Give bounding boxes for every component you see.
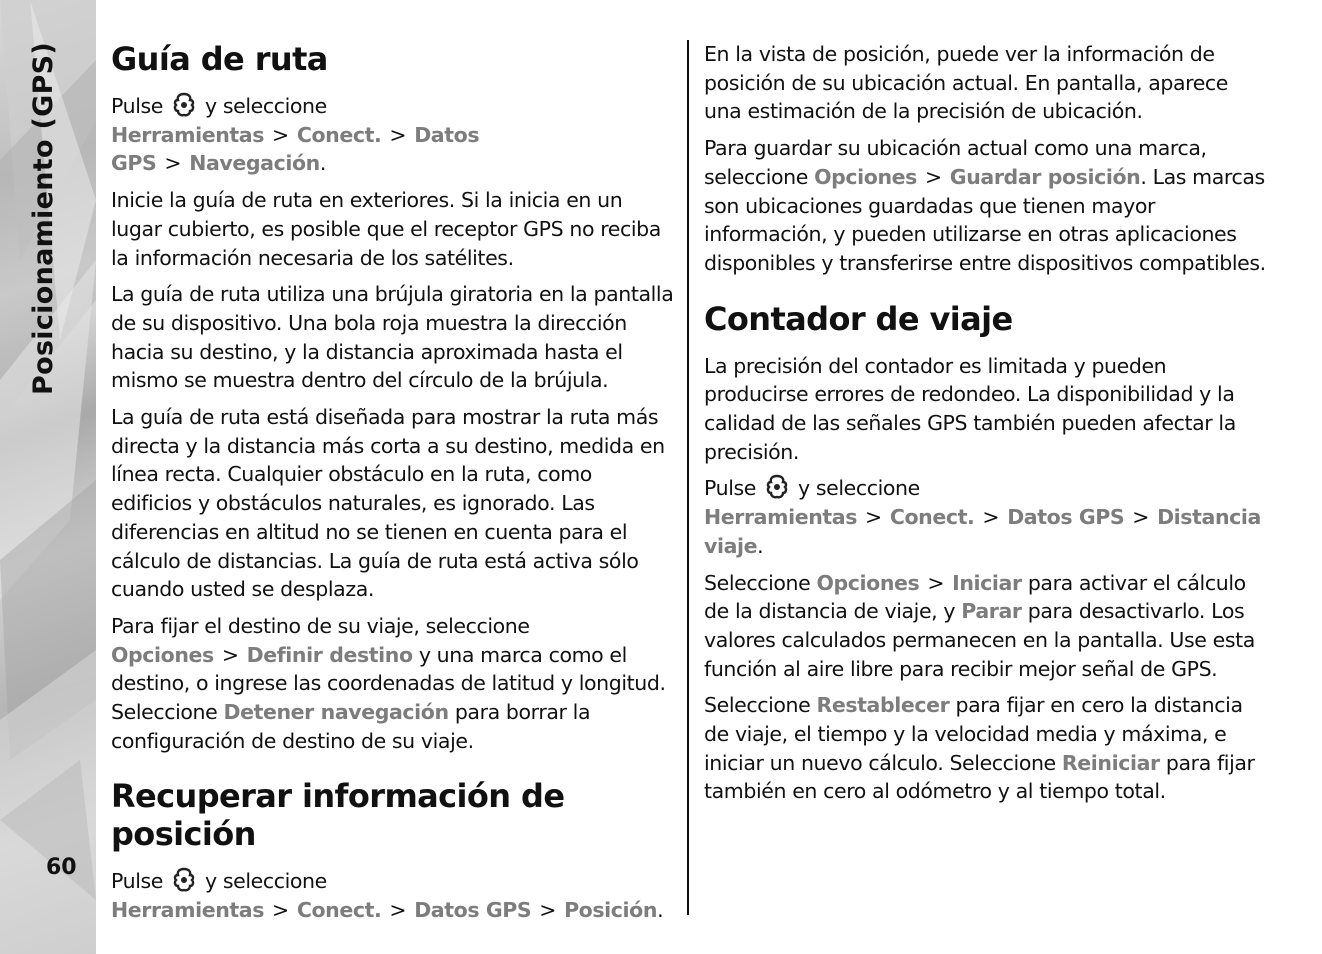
menu-key-icon	[169, 867, 199, 893]
column-divider	[687, 40, 689, 915]
menu-path-posicion: Pulse y seleccione Herramientas > Conect. > Datos GPS > Posición.	[111, 869, 664, 923]
left-column	[111, 40, 676, 933]
paragraph: Seleccione Opciones > Iniciar para activar el cálculo de la distancia de viaje, y Parar para desactivarlo. Los valores calculados permanecen en la pantalla. Use esta función al aire libre para recibir mejor señal de GPS.	[704, 570, 1255, 681]
paragraph: Para fijar el destino de su viaje, seleccione Opciones > Definir destino y una marca como el destino, o ingrese las coordenadas de latitud y longitud. Seleccione Detener navegación para borrar la configuración de destino de su viaje.	[111, 613, 666, 753]
paragraph: La precisión del contador es limitada y pueden producirse errores de redondeo. La disponibilidad y la calidad de las señales GPS también pueden afectar la precisión.	[704, 353, 1236, 464]
paragraph: En la vista de posición, puede ver la información de posición de su ubicación actual. En pantalla, aparece una estimación de la precisión de ubicación.	[704, 42, 1229, 124]
menu-key-icon	[762, 474, 792, 500]
menu-key-icon	[169, 92, 199, 118]
decorative-side-strip	[0, 0, 96, 954]
menu-path-navegacion: Pulse y seleccione Herramientas > Conect. > Datos GPS > Navegación.	[111, 94, 480, 176]
menu-path-distancia: Pulse y seleccione Herramientas > Conect. > Datos GPS > Distancia viaje.	[704, 476, 1261, 558]
heading-recuperar-posicion: Recuperar información de posición	[111, 777, 565, 854]
paragraph: Inicie la guía de ruta en exteriores. Si la inicia en un lugar cubierto, es posible que el receptor GPS no reciba la información necesaria de los satélites.	[111, 188, 661, 270]
right-column	[704, 40, 1270, 814]
page-number: 60	[46, 855, 77, 880]
paragraph: La guía de ruta utiliza una brújula giratoria en la pantalla de su dispositivo. Una bola roja muestra la dirección hacia su destino, y la distancia aproximada hasta el mismo se muestra dentro del círculo de la brújula.	[111, 282, 674, 393]
paragraph: Para guardar su ubicación actual como una marca, seleccione Opciones > Guardar posición. Las marcas son ubicaciones guardadas que tienen mayor información, y pueden utilizarse en otras aplicaciones disponibles y transferirse entre dispositivos compatibles.	[704, 136, 1266, 275]
section-title: Posicionamiento (GPS)	[28, 41, 59, 395]
heading-contador-de-viaje: Contador de viaje	[704, 299, 1013, 338]
heading-guia-de-ruta: Guía de ruta	[111, 40, 328, 78]
paragraph: Seleccione Restablecer para fijar en cero la distancia de viaje, el tiempo y la velocidad media y máxima, e iniciar un nuevo cálculo. Seleccione Reiniciar para fijar también en cero al odómetro y al tiempo total.	[704, 693, 1255, 804]
paragraph: La guía de ruta está diseñada para mostrar la ruta más directa y la distancia más corta a su destino, medida en línea recta. Cualquier obstáculo en la ruta, como edificios y obstáculos naturales, es ignorado. Las diferencias en altitud no se tienen en cuenta para el cálculo de distancias. La guía de ruta está activa sólo cuando usted se desplaza.	[111, 405, 665, 602]
